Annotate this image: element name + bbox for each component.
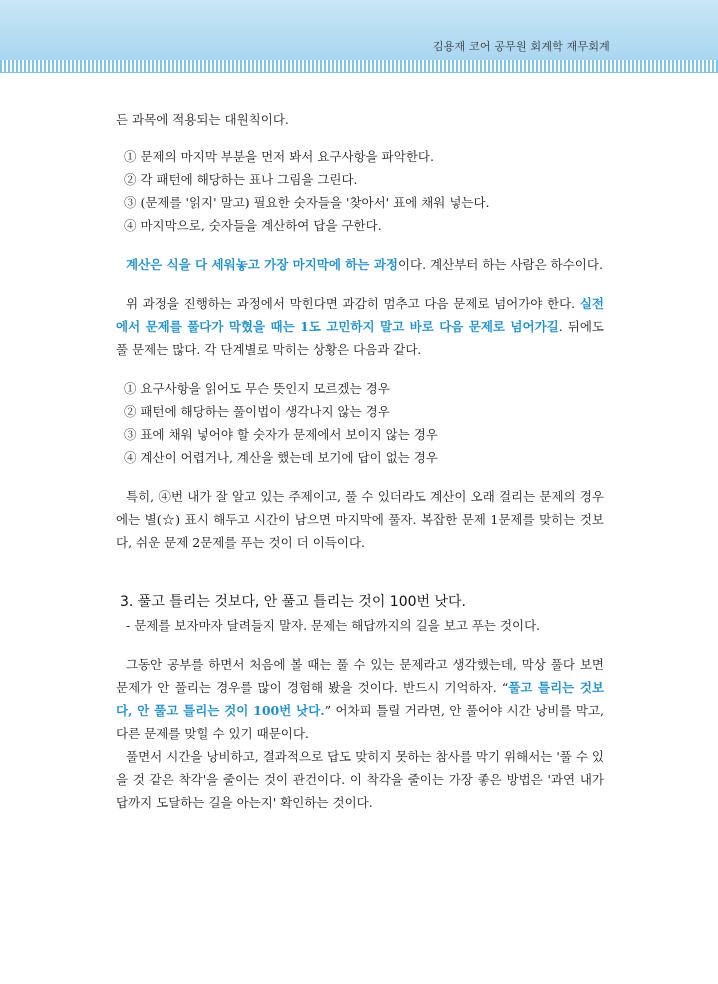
spacer <box>116 554 604 590</box>
header-band <box>0 0 718 60</box>
paragraph-calc <box>116 253 604 276</box>
decorative-tick-bar <box>0 60 718 73</box>
section-subheading: - 문제를 보자마자 달려들지 말자. 문제는 해답까지의 길을 보고 푸는 것이다. <box>126 618 541 633</box>
spacer <box>116 131 604 145</box>
spacer <box>116 637 604 653</box>
list-item: ④ 마지막으로, 숫자들을 계산하여 답을 구한다. <box>124 218 382 233</box>
list-item: ② 각 패턴에 해당하는 표나 그림을 그린다. <box>124 172 358 187</box>
paragraph-skip <box>116 292 604 361</box>
paragraph-text: 그동안 공부를 하면서 처음에 볼 때는 풀 수 있는 문제라고 생각했는데, 막상 풀다 보면 문제가 안 풀리는 경우를 많이 경험해 봤을 것이다. 반드시 기억하자. “ <box>116 657 604 695</box>
paragraph-continuation: 든 과목에 적용되는 대원칙이다. <box>116 112 289 127</box>
list-item: ① 요구사항을 읽어도 무슨 뜻인지 모르겠는 경우 <box>124 381 390 396</box>
stuck-cases-list <box>116 377 604 469</box>
paragraph-illusion: 풀면서 시간을 낭비하고, 결과적으로 답도 맞히지 못하는 참사를 막기 위해서는 '풀 수 있을 것 같은 착각'을 줄이는 것이 관건이다. 이 착각을 줄이는 가장 좋은 방법은 '과연 내가 답까지 도달하는 길을 아는지' 확인하는 것이다. <box>116 749 604 810</box>
running-title: 김용재 코어 공무원 회계학 재무회계 <box>432 40 610 53</box>
paragraph-text: 위 과정을 진행하는 과정에서 막힌다면 과감히 멈추고 다음 문제로 넘어가야 한다. <box>126 296 580 311</box>
spacer <box>116 276 604 292</box>
highlight-text: 실전에서 문제를 풀다가 막혔을 때는 1도 고민하지 말고 바로 다음 문제로 넘어가길 <box>116 296 604 334</box>
paragraph-experience <box>116 653 604 745</box>
steps-list <box>116 145 604 237</box>
paragraph-text: 이다. 계산부터 하는 사람은 하수이다. <box>397 257 603 272</box>
page-content <box>116 108 604 814</box>
list-item: ③ (문제를 '읽지' 말고) 필요한 숫자들을 '찾아서' 표에 채워 넣는다. <box>124 195 490 210</box>
spacer <box>116 469 604 485</box>
list-item: ③ 표에 채워 넣어야 할 숫자가 문제에서 보이지 않는 경우 <box>124 427 438 442</box>
highlight-text: 계산은 식을 다 세워놓고 가장 마지막에 하는 과정 <box>126 257 398 272</box>
paragraph-text: ” 어차피 틀릴 거라면, 안 풀어야 시간 낭비를 막고, 다른 문제를 맞힐 수 있기 때문이다. <box>116 703 604 741</box>
highlight-text: 풀고 틀리는 것보다, 안 풀고 틀리는 것이 100번 낫다. <box>116 680 604 718</box>
list-item: ④ 계산이 어렵거나, 계산을 했는데 보기에 답이 없는 경우 <box>124 450 438 465</box>
paragraph-text: . 뒤에도 풀 문제는 많다. 각 단계별로 막히는 상황은 다음과 같다. <box>116 319 604 357</box>
paragraph-star: 특히, ④번 내가 잘 알고 있는 주제이고, 풀 수 있더라도 계산이 오래 걸리는 문제의 경우에는 별(☆) 표시 해두고 시간이 남으면 마지막에 풀자. 복잡한 문제 1문제를 맞히는 것보다, 쉬운 문제 2문제를 푸는 것이 더 이득이다. <box>116 489 604 550</box>
section-heading: 3. 풀고 틀리는 것보다, 안 풀고 틀리는 것이 100번 낫다. <box>120 594 466 610</box>
list-item: ② 패턴에 해당하는 풀이법이 생각나지 않는 경우 <box>124 404 390 419</box>
list-item: ① 문제의 마지막 부분을 먼저 봐서 요구사항을 파악한다. <box>124 149 434 164</box>
spacer <box>116 237 604 253</box>
spacer <box>116 361 604 377</box>
